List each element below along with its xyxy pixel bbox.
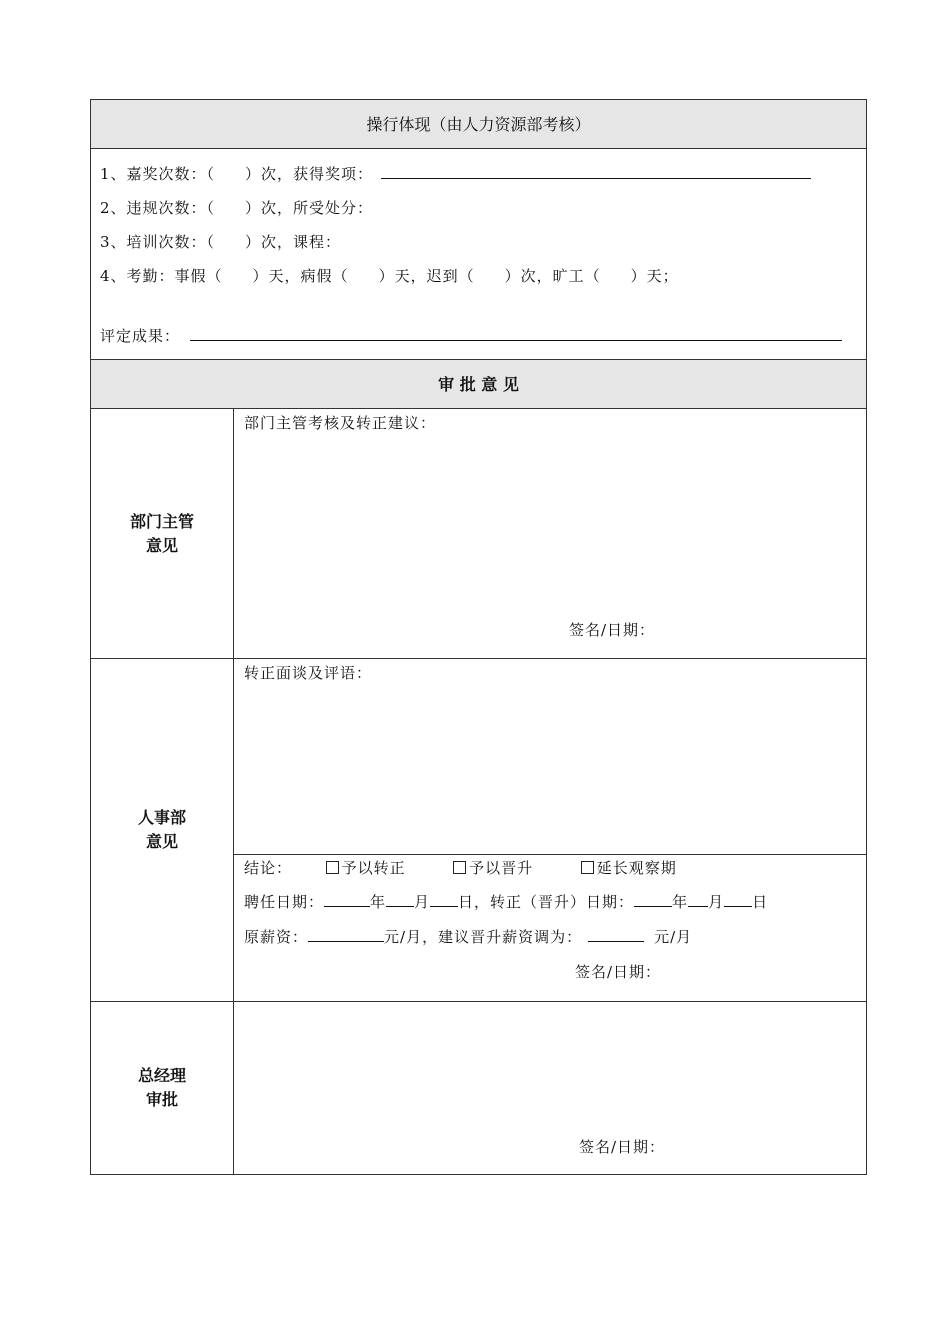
dept-manager-label bbox=[91, 409, 234, 658]
late-label: ）天，迟到（ bbox=[378, 267, 475, 285]
salary-line bbox=[244, 926, 692, 947]
approval-header bbox=[91, 359, 866, 409]
awards-item-label: ）次，获得奖项： bbox=[245, 165, 374, 183]
gm-section bbox=[91, 1001, 866, 1174]
hire-date-line bbox=[244, 891, 768, 912]
awards-line bbox=[100, 163, 811, 184]
option-confirm-label: 予以转正 bbox=[341, 859, 406, 877]
dept-sign-label: 签名/日期： bbox=[569, 621, 656, 639]
gm-label-line2: 审批 bbox=[145, 1090, 178, 1109]
absent-label: ）次，旷工（ bbox=[504, 267, 601, 285]
confirm-month-field[interactable] bbox=[688, 892, 708, 907]
sick-leave-label: ）天，病假（ bbox=[252, 267, 349, 285]
option-confirm[interactable] bbox=[326, 859, 406, 877]
hire-day-field[interactable] bbox=[430, 892, 458, 907]
penalty-label: ）次，所受处分： bbox=[245, 199, 374, 217]
confirm-year-field[interactable] bbox=[634, 892, 672, 907]
option-promote[interactable] bbox=[453, 859, 533, 877]
performance-title: 操行体现（由人力资源部考核） bbox=[366, 115, 591, 134]
hr-label-line2: 意见 bbox=[145, 832, 178, 851]
conclusion-line bbox=[244, 857, 677, 878]
attendance-line bbox=[100, 265, 679, 286]
dept-manager-section bbox=[91, 409, 866, 658]
hr-section bbox=[91, 658, 866, 1001]
hr-prompt: 转正面谈及评语： bbox=[244, 664, 373, 682]
checkbox-confirm[interactable] bbox=[326, 861, 339, 874]
result-input-line[interactable] bbox=[190, 326, 842, 341]
confirm-date-label: 日，转正（晋升）日期： bbox=[458, 893, 635, 911]
hire-month-unit: 月 bbox=[414, 893, 431, 911]
orig-salary-label: 原薪资： bbox=[244, 928, 309, 946]
hr-label-line1: 人事部 bbox=[137, 808, 186, 827]
course-label: ）次，课程： bbox=[245, 233, 342, 251]
hr-sign-label: 签名/日期： bbox=[575, 963, 662, 981]
option-extend-label: 延长观察期 bbox=[596, 859, 677, 877]
approval-title: 审 批 意 见 bbox=[438, 375, 519, 394]
gm-sign-label: 签名/日期： bbox=[579, 1138, 666, 1156]
hire-date-label: 聘任日期： bbox=[244, 893, 325, 911]
dept-label-line2: 意见 bbox=[145, 535, 178, 555]
dept-label-line1: 部门主管 bbox=[129, 511, 194, 531]
violations-line bbox=[100, 197, 373, 218]
orig-salary-field[interactable] bbox=[308, 927, 384, 942]
checkbox-extend[interactable] bbox=[581, 861, 594, 874]
hr-divider bbox=[234, 854, 866, 855]
performance-header bbox=[91, 100, 866, 149]
confirm-day-field[interactable] bbox=[724, 892, 752, 907]
hr-label bbox=[91, 659, 234, 1001]
absent-unit: ）天； bbox=[630, 267, 679, 285]
option-extend[interactable] bbox=[581, 859, 677, 877]
hire-month-field[interactable] bbox=[386, 892, 414, 907]
new-salary-unit: 元/月 bbox=[654, 928, 693, 946]
new-salary-label: 元/月，建议晋升薪资调为： bbox=[384, 928, 583, 946]
conclusion-label: 结论： bbox=[244, 859, 293, 877]
awards-count-label: 1、嘉奖次数：（ bbox=[100, 165, 216, 183]
confirm-day-unit: 日 bbox=[752, 893, 769, 911]
training-count-label: 3、培训次数：（ bbox=[100, 233, 216, 251]
training-line bbox=[100, 231, 341, 252]
performance-section bbox=[91, 149, 866, 359]
hire-year-unit: 年 bbox=[370, 893, 387, 911]
confirm-month-unit: 月 bbox=[708, 893, 725, 911]
violations-count-label: 2、违规次数：（ bbox=[100, 199, 216, 217]
gm-label-line1: 总经理 bbox=[137, 1066, 186, 1085]
gm-label bbox=[91, 1002, 234, 1174]
hire-year-field[interactable] bbox=[324, 892, 370, 907]
probation-form bbox=[90, 99, 867, 1175]
personal-leave-label: 4、考勤：事假（ bbox=[100, 267, 223, 285]
new-salary-field[interactable] bbox=[588, 927, 644, 942]
confirm-year-unit: 年 bbox=[672, 893, 689, 911]
option-promote-label: 予以晋升 bbox=[469, 859, 534, 877]
checkbox-promote[interactable] bbox=[453, 861, 466, 874]
dept-prompt: 部门主管考核及转正建议： bbox=[244, 414, 437, 432]
awards-input-line[interactable] bbox=[381, 164, 811, 179]
result-label: 评定成果： bbox=[100, 327, 181, 345]
result-line bbox=[100, 325, 842, 346]
